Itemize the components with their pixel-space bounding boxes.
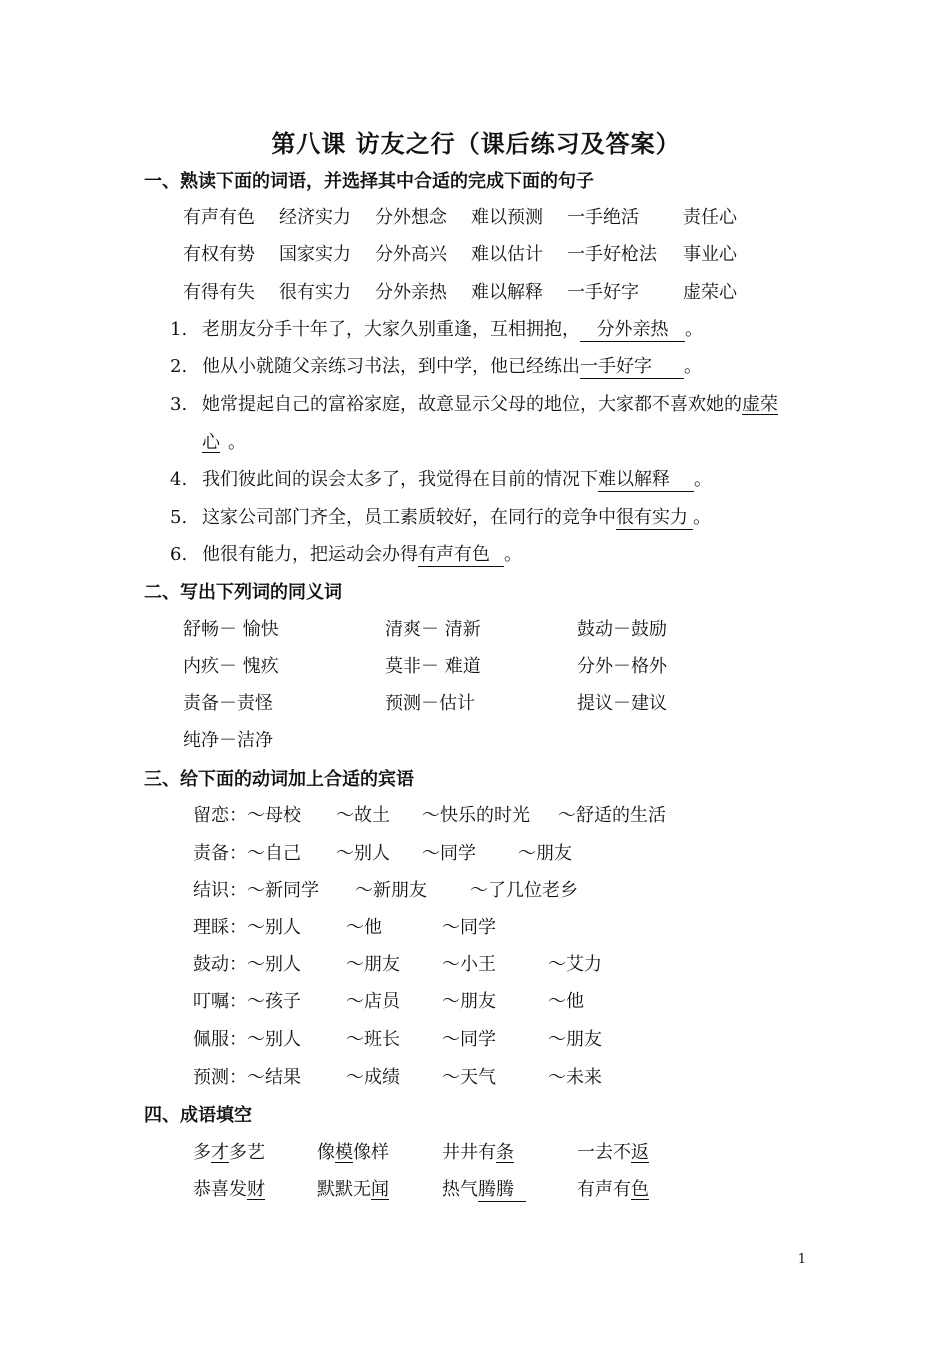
object-item: ～故土: [336, 805, 390, 826]
object-item: ～了几位老乡: [470, 880, 578, 901]
word-item: 分外高兴: [375, 244, 447, 265]
synonym-row: [0, 726, 952, 752]
synonym-pair: 莫非－ 难道: [385, 656, 481, 677]
word-item: 一手好字: [567, 282, 639, 303]
object-item: ～同学: [422, 843, 476, 864]
object-item: 鼓动：～别人: [193, 954, 301, 975]
page-title: 第八课 访友之行（课后练习及答案）: [271, 129, 681, 158]
synonym-pair: 责备－责怪: [183, 693, 273, 714]
sentence-number: 6.: [170, 544, 188, 565]
word-item: 一手好枪法: [567, 244, 657, 265]
word-item: 分外亲热: [375, 282, 447, 303]
word-row: [0, 278, 952, 304]
idiom-answer: 财: [247, 1179, 265, 1200]
word-item: 虚荣心: [683, 282, 737, 303]
object-item: 责备：～自己: [193, 843, 301, 864]
sentence-text: 他从小就随父亲练习书法，到中学，他已经练出: [202, 356, 580, 377]
idiom-answer: 闻: [371, 1179, 389, 1200]
section-2-heading: 二、写出下列词的同义词: [144, 582, 342, 603]
idiom-item: 一去不返: [577, 1142, 649, 1163]
idiom-item: 有声有色: [577, 1179, 649, 1200]
idiom-item: 默默无闻: [317, 1179, 389, 1200]
object-item: ～班长: [346, 1029, 400, 1050]
idiom-answer: 才: [211, 1142, 229, 1163]
synonym-pair: 鼓动－鼓励: [577, 619, 667, 640]
sentence-text: 他很有能力，把运动会办得: [202, 544, 418, 565]
word-item: 事业心: [683, 244, 737, 265]
object-item: ～舒适的生活: [558, 805, 666, 826]
sentence-number: 3.: [170, 394, 188, 415]
object-item: ～成绩: [346, 1067, 400, 1088]
sentence-continued: [202, 428, 246, 454]
sentence-text: 这家公司部门齐全，员工素质较好，在同行的竞争中: [202, 507, 616, 528]
object-item: ～店员: [346, 991, 400, 1012]
sentence-text: 我们彼此间的误会太多了，我觉得在目前的情况下: [202, 469, 598, 490]
answer-blank: 难以解释: [598, 469, 694, 492]
idiom-item: 多才多艺: [193, 1142, 265, 1163]
object-row: [0, 913, 952, 939]
sentence: [170, 540, 522, 567]
sentence-end: 。: [504, 544, 522, 565]
object-item: ～艾力: [548, 954, 602, 975]
sentence-end: 。: [693, 507, 711, 528]
object-row: [0, 987, 952, 1013]
synonym-pair: 清爽－ 清新: [385, 619, 481, 640]
object-item: ～他: [548, 991, 584, 1012]
synonym-pair: 内疚－ 愧疚: [183, 656, 279, 677]
object-item: ～朋友: [548, 1029, 602, 1050]
word-item: 难以解释: [471, 282, 543, 303]
section-1-heading: 一、熟读下面的词语，并选择其中合适的完成下面的句子: [144, 171, 594, 192]
synonym-pair: 提议－建议: [577, 693, 667, 714]
word-item: 难以预测: [471, 207, 543, 228]
object-item: ～朋友: [346, 954, 400, 975]
answer-blank: 分外亲热: [580, 319, 685, 342]
sentence: [170, 315, 703, 342]
idiom-answer: 条: [496, 1142, 514, 1163]
page-number: 1: [797, 1252, 806, 1267]
idiom-row: [0, 1138, 952, 1164]
object-item: 预测：～结果: [193, 1067, 301, 1088]
sentence: [170, 503, 711, 530]
object-item: 结识：～新同学: [193, 880, 319, 901]
object-item: ～同学: [442, 1029, 496, 1050]
answer-blank: 很有实力: [616, 507, 693, 530]
object-item: ～朋友: [442, 991, 496, 1012]
idiom-item: 恭喜发财: [193, 1179, 265, 1200]
object-row: [0, 839, 952, 865]
idiom-item: 像模像样: [317, 1142, 389, 1163]
synonym-pair: 预测－估计: [385, 693, 475, 714]
idiom-answer: 色: [631, 1179, 649, 1200]
object-item: 叮嘱：～孩子: [193, 991, 301, 1012]
word-item: 分外想念: [375, 207, 447, 228]
answer-blank: 一手好字: [580, 356, 684, 379]
sentence: [170, 352, 702, 379]
object-item: 佩服：～别人: [193, 1029, 301, 1050]
word-item: 一手绝活: [567, 207, 639, 228]
object-item: ～小王: [442, 954, 496, 975]
idiom-item: 井井有条: [442, 1142, 514, 1163]
sentence-text: 她常提起自己的富裕家庭，故意显示父母的地位，大家都不喜欢她的: [202, 394, 742, 415]
synonym-row: [0, 689, 952, 715]
object-row: [0, 1063, 952, 1089]
sentence-number: 1.: [170, 319, 188, 340]
object-item: 留恋：～母校: [193, 805, 301, 826]
object-item: ～天气: [442, 1067, 496, 1088]
sentence-end: 。: [228, 432, 246, 453]
object-item: ～新朋友: [355, 880, 427, 901]
section-3-heading: 三、给下面的动词加上合适的宾语: [144, 769, 414, 790]
object-item: ～快乐的时光: [422, 805, 530, 826]
answer-blank: 心: [202, 432, 220, 453]
sentence-number: 5.: [170, 507, 188, 528]
synonym-row: [0, 652, 952, 678]
object-row: [0, 801, 952, 827]
idiom-row: [0, 1175, 952, 1201]
sentence-end: 。: [685, 319, 703, 340]
word-row: [0, 203, 952, 229]
word-item: 经济实力: [279, 207, 351, 228]
answer-blank: 虚荣: [742, 394, 778, 415]
word-item: 有声有色: [183, 207, 255, 228]
sentence-end: 。: [694, 469, 712, 490]
synonym-row: [0, 615, 952, 641]
word-item: 有权有势: [183, 244, 255, 265]
synonym-pair: 分外－格外: [577, 656, 667, 677]
object-row: [0, 1025, 952, 1051]
word-item: 国家实力: [279, 244, 351, 265]
object-item: ～别人: [336, 843, 390, 864]
object-item: ～他: [346, 917, 382, 938]
sentence-number: 4.: [170, 469, 188, 490]
idiom-answer: 腾腾: [478, 1179, 526, 1202]
word-item: 有得有失: [183, 282, 255, 303]
idiom-item: 热气腾腾: [442, 1175, 526, 1202]
sentence: [170, 465, 712, 492]
sentence-number: 2.: [170, 356, 188, 377]
word-item: 责任心: [683, 207, 737, 228]
sentence: [170, 390, 778, 416]
sentence-text: 老朋友分手十年了，大家久别重逢，互相拥抱，: [202, 319, 580, 340]
answer-blank: 有声有色: [418, 544, 504, 567]
object-row: [0, 950, 952, 976]
word-item: 很有实力: [279, 282, 351, 303]
object-item: ～未来: [548, 1067, 602, 1088]
section-4-heading: 四、成语填空: [144, 1105, 252, 1126]
object-row: [0, 876, 952, 902]
idiom-answer: 返: [631, 1142, 649, 1163]
synonym-pair: 舒畅－ 愉快: [183, 619, 279, 640]
object-item: ～同学: [442, 917, 496, 938]
word-item: 难以估计: [471, 244, 543, 265]
idiom-answer: 模: [335, 1142, 353, 1163]
object-item: 理睬：～别人: [193, 917, 301, 938]
synonym-pair: 纯净－洁净: [183, 730, 273, 751]
sentence-end: 。: [684, 356, 702, 377]
word-row: [0, 240, 952, 266]
object-item: ～朋友: [518, 843, 572, 864]
